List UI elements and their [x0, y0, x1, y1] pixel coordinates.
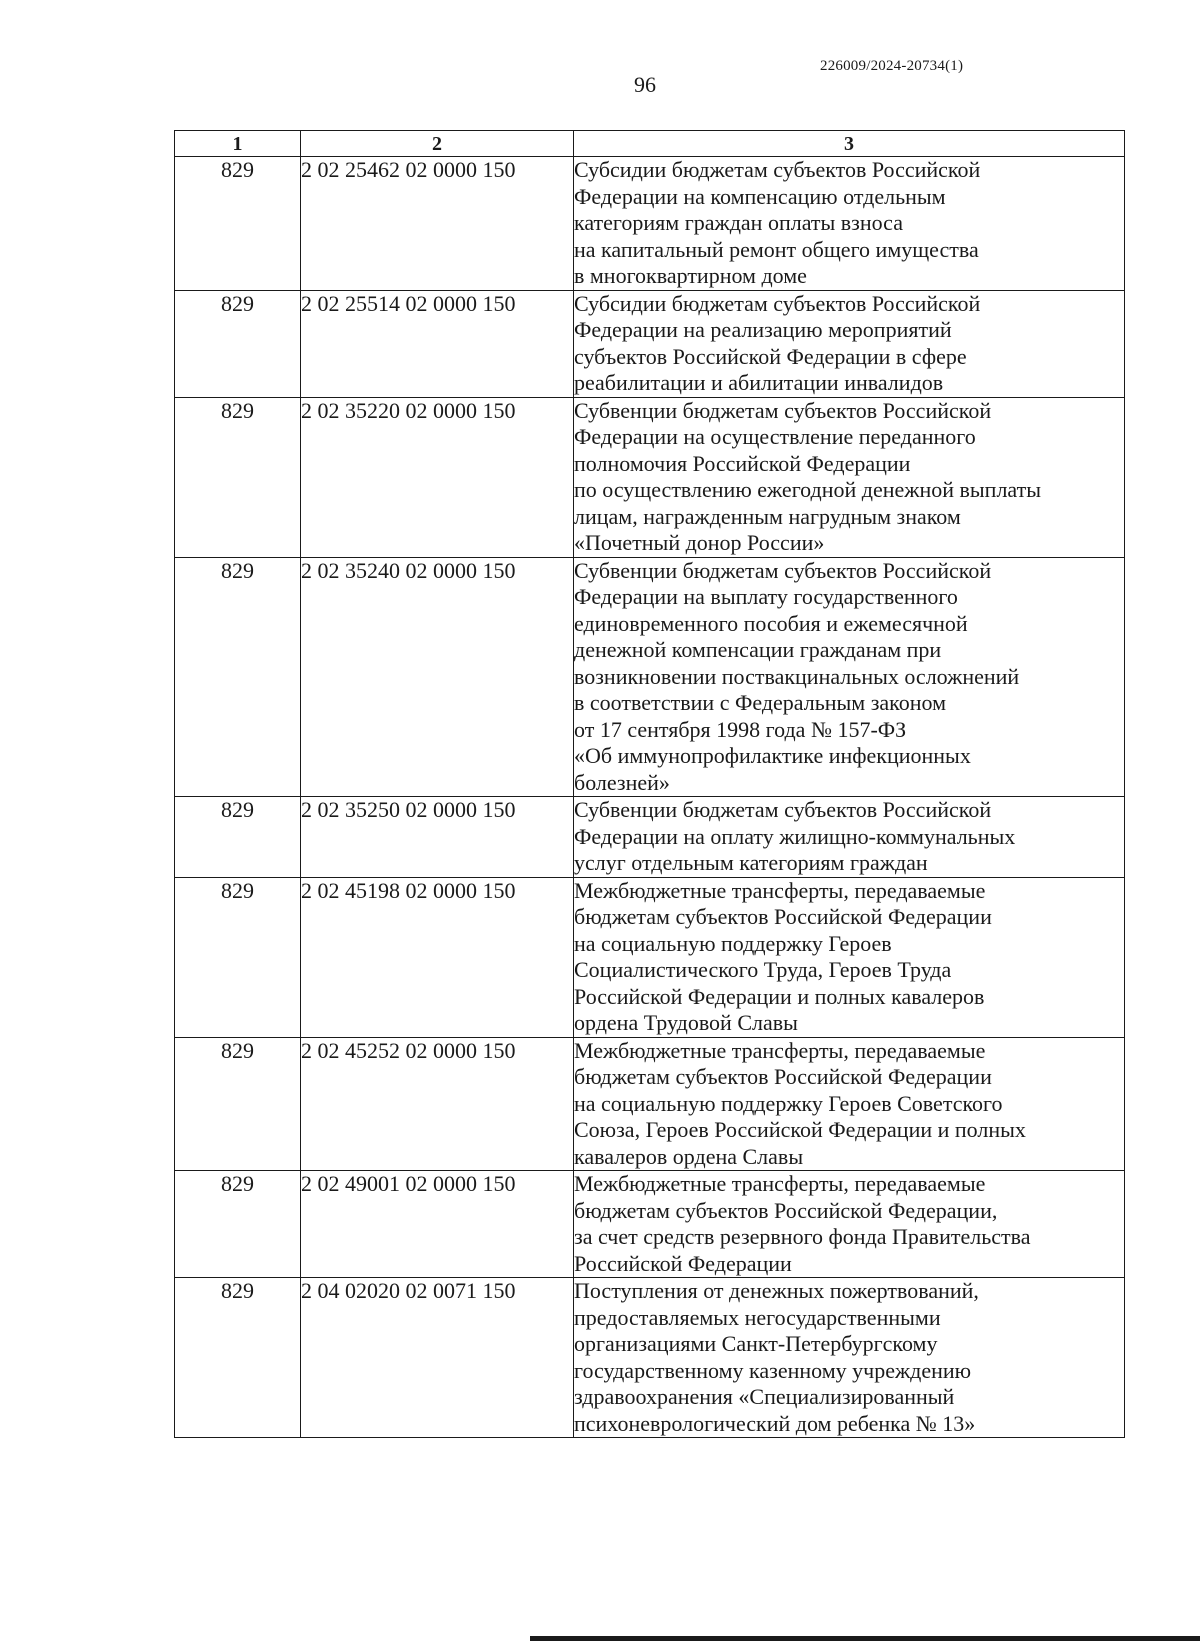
revenue-name-line: Российской Федерации и полных кавалеров — [574, 983, 985, 1009]
revenue-name-line: на социальную поддержку Героев — [574, 930, 892, 956]
revenue-name-line: категориям граждан оплаты взноса — [574, 210, 903, 235]
table-row — [175, 557, 1125, 797]
revenue-name-cell — [574, 557, 1125, 797]
revenue-name-line: Субвенции бюджетам субъектов Российской — [574, 397, 992, 423]
administrator-code-cell: 829 — [175, 877, 301, 1037]
budget-revenue-codes-table — [174, 130, 1125, 1438]
budget-classification-code-cell: 2 02 35220 02 0000 150 — [301, 397, 574, 557]
revenue-name-line: Союза, Героев Российской Федерации и полных — [574, 1117, 1026, 1142]
revenue-name-line: «Об иммунопрофилактике инфекционных — [574, 743, 971, 768]
revenue-name-line: от 17 сентября 1998 года № 157-ФЗ — [574, 716, 907, 742]
revenue-name-line: в многоквартирном доме — [574, 263, 807, 288]
revenue-name-cell — [574, 1037, 1125, 1171]
revenue-name-line: бюджетам субъектов Российской Федерации — [574, 1064, 992, 1089]
revenue-name-cell — [574, 877, 1125, 1037]
budget-classification-code-cell: 2 02 49001 02 0000 150 — [301, 1171, 574, 1278]
revenue-name-line: Федерации на осуществление переданного — [574, 424, 976, 449]
revenue-name-line: государственному казенному учреждению — [574, 1357, 972, 1383]
budget-classification-code-cell: 2 02 35240 02 0000 150 — [301, 557, 574, 797]
revenue-name-cell — [574, 1171, 1125, 1278]
revenue-name-line: ордена Трудовой Славы — [574, 1010, 798, 1035]
revenue-name-line: Субсидии бюджетам субъектов Российской — [574, 290, 981, 316]
table-row — [175, 877, 1125, 1037]
column-header-1: 1 — [175, 131, 301, 157]
revenue-name-line: «Почетный донор России» — [574, 530, 825, 555]
revenue-name-line: единовременного пособия и ежемесячной — [574, 610, 968, 636]
revenue-name-line: Федерации на реализацию мероприятий — [574, 317, 952, 342]
revenue-name-line: по осуществлению ежегодной денежной выплаты — [574, 477, 1042, 502]
table-header — [175, 131, 1125, 157]
revenue-name-line: субъектов Российской Федерации в сфере — [574, 343, 967, 369]
revenue-name-cell — [574, 1278, 1125, 1438]
revenue-name-line: бюджетам субъектов Российской Федерации, — [574, 1197, 998, 1223]
table-body — [175, 157, 1125, 1438]
revenue-name-line: полномочия Российской Федерации — [574, 450, 911, 476]
scan-edge-line — [530, 1636, 1200, 1641]
revenue-name-line: на капитальный ремонт общего имущества — [574, 236, 979, 262]
header-row — [175, 131, 1125, 157]
revenue-name-line: Субсидии бюджетам субъектов Российской — [574, 157, 981, 182]
revenue-name-line: Социалистического Труда, Героев Труда — [574, 957, 952, 982]
revenue-name-line: в соответствии с Федеральным законом — [574, 690, 947, 715]
revenue-name-line: Межбюджетные трансферты, передаваемые — [574, 877, 986, 903]
table-row — [175, 797, 1125, 878]
column-header-3: 3 — [574, 131, 1125, 157]
revenue-name-line: услуг отдельным категориям граждан — [574, 850, 928, 875]
revenue-name-line: бюджетам субъектов Российской Федерации — [574, 904, 992, 929]
budget-classification-code-cell: 2 02 45252 02 0000 150 — [301, 1037, 574, 1171]
revenue-name-line: организациями Санкт-Петербургскому — [574, 1331, 938, 1356]
revenue-name-line: Межбюджетные трансферты, передаваемые — [574, 1171, 986, 1196]
revenue-name-cell — [574, 797, 1125, 878]
document-registration-number: 226009/2024-20734(1) — [820, 58, 964, 74]
administrator-code-cell: 829 — [175, 1037, 301, 1171]
administrator-code-cell: 829 — [175, 797, 301, 878]
revenue-name-line: Субвенции бюджетам субъектов Российской — [574, 797, 992, 822]
revenue-name-line: болезней» — [574, 769, 670, 795]
revenue-name-cell — [574, 397, 1125, 557]
administrator-code-cell: 829 — [175, 397, 301, 557]
budget-classification-code-cell: 2 02 25462 02 0000 150 — [301, 157, 574, 291]
budget-classification-code-cell: 2 02 25514 02 0000 150 — [301, 290, 574, 397]
revenue-name-line: Поступления от денежных пожертвований, — [574, 1278, 979, 1303]
revenue-name-line: денежной компенсации гражданам при — [574, 637, 942, 662]
administrator-code-cell: 829 — [175, 157, 301, 291]
revenue-name-line: Субвенции бюджетам субъектов Российской — [574, 557, 992, 583]
budget-classification-code-cell: 2 02 35250 02 0000 150 — [301, 797, 574, 878]
revenue-name-line: возникновении поствакцинальных осложнений — [574, 663, 1020, 689]
table-row — [175, 1037, 1125, 1171]
revenue-name-line: здравоохранения «Специализированный — [574, 1384, 955, 1409]
table-row — [175, 157, 1125, 291]
revenue-name-line: реабилитации и абилитации инвалидов — [574, 370, 944, 395]
administrator-code-cell: 829 — [175, 1171, 301, 1278]
table-row — [175, 1171, 1125, 1278]
table-row — [175, 290, 1125, 397]
column-header-2: 2 — [301, 131, 574, 157]
revenue-name-line: лицам, награжденным нагрудным знаком — [574, 503, 961, 529]
revenue-name-line: Федерации на оплату жилищно-коммунальных — [574, 823, 1016, 849]
administrator-code-cell: 829 — [175, 290, 301, 397]
table-row — [175, 1278, 1125, 1438]
budget-classification-code-cell: 2 02 45198 02 0000 150 — [301, 877, 574, 1037]
revenue-name-line: кавалеров ордена Славы — [574, 1143, 804, 1169]
page-number: 96 — [634, 72, 656, 97]
administrator-code-cell: 829 — [175, 557, 301, 797]
revenue-name-line: Федерации на выплату государственного — [574, 584, 958, 609]
revenue-name-line: Межбюджетные трансферты, передаваемые — [574, 1037, 986, 1063]
budget-classification-code-cell: 2 04 02020 02 0071 150 — [301, 1278, 574, 1438]
revenue-name-line: Федерации на компенсацию отдельным — [574, 183, 946, 209]
revenue-name-cell — [574, 290, 1125, 397]
revenue-name-line: психоневрологический дом ребенка № 13» — [574, 1410, 976, 1436]
revenue-name-line: за счет средств резервного фонда Правительства — [574, 1224, 1031, 1249]
revenue-name-line: на социальную поддержку Героев Советского — [574, 1090, 1003, 1116]
administrator-code-cell: 829 — [175, 1278, 301, 1438]
revenue-name-line: предоставляемых негосударственными — [574, 1304, 941, 1330]
table-row — [175, 397, 1125, 557]
revenue-name-line: Российской Федерации — [574, 1250, 792, 1276]
revenue-name-cell — [574, 157, 1125, 291]
